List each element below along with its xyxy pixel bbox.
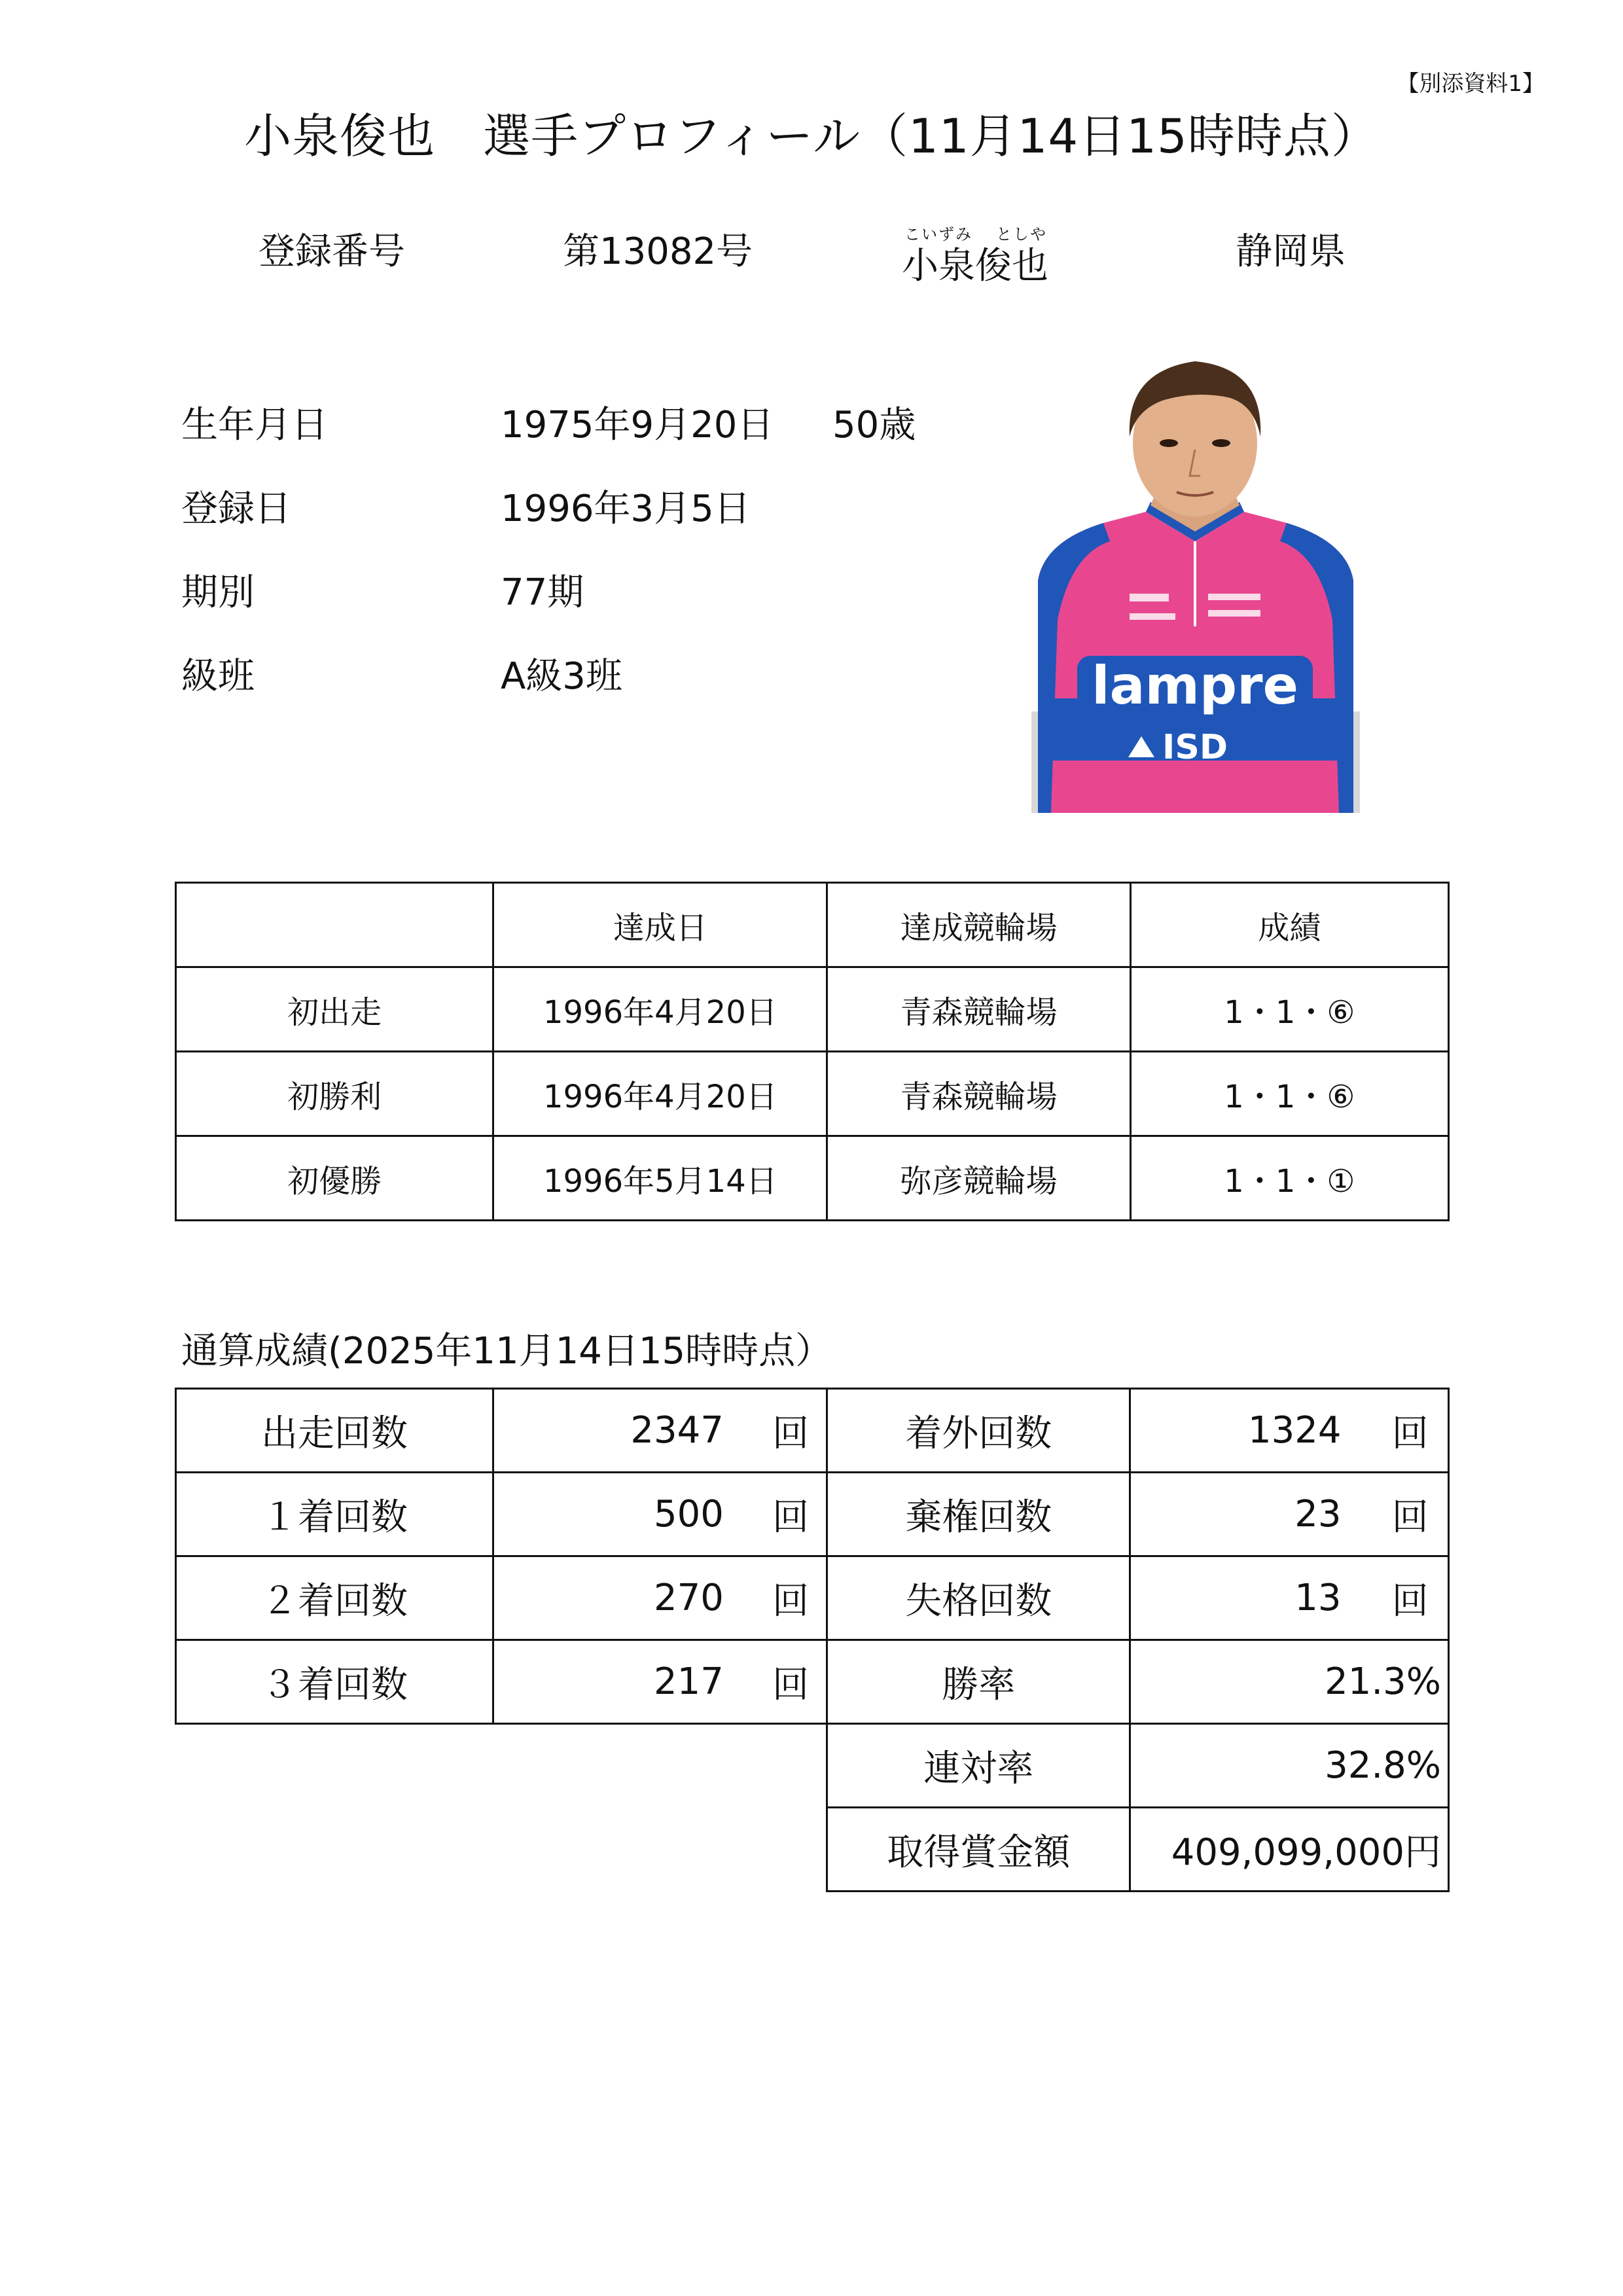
stat-unit: 回 — [755, 1640, 827, 1724]
blank-cell — [176, 1724, 827, 1808]
stat-value: 13 — [1130, 1556, 1373, 1640]
milestone-venue: 弥彦競輪場 — [827, 1136, 1130, 1221]
class-value: A級3班 — [501, 655, 622, 698]
stat-unit: 回 — [755, 1389, 827, 1473]
registration-date-value: 1996年3月5日 — [501, 488, 751, 530]
table-row — [176, 1724, 1449, 1808]
milestone-venue: 青森競輪場 — [827, 1052, 1130, 1136]
milestone-venue: 青森競輪場 — [827, 967, 1130, 1052]
table-row — [176, 1556, 1449, 1640]
milestone-label: 初優勝 — [176, 1136, 493, 1221]
header-cell-empty — [176, 883, 493, 967]
table-row — [176, 1473, 1449, 1556]
stat-label: 勝率 — [827, 1640, 1130, 1724]
stat-unit: 回 — [755, 1473, 827, 1556]
stat-value: 23 — [1130, 1473, 1373, 1556]
stat-value: 409,099,000円 — [1130, 1808, 1449, 1892]
stat-label: ３着回数 — [176, 1640, 493, 1724]
stat-value: 500 — [493, 1473, 755, 1556]
milestone-label: 初出走 — [176, 967, 493, 1052]
stat-unit: 回 — [1373, 1473, 1449, 1556]
registration-number-label: 登録番号 — [259, 230, 405, 273]
prefecture: 静岡県 — [1236, 230, 1346, 273]
table-row — [176, 1808, 1449, 1892]
header-cell-result: 成績 — [1130, 883, 1448, 967]
term-value: 77期 — [501, 571, 584, 614]
header-cell-venue: 達成競輪場 — [827, 883, 1130, 967]
milestone-date: 1996年4月20日 — [493, 967, 827, 1052]
stat-label: 取得賞金額 — [827, 1808, 1130, 1892]
table-row — [176, 1389, 1449, 1473]
stat-label: ２着回数 — [176, 1556, 493, 1640]
birthdate-value: 1975年9月20日 — [501, 404, 774, 446]
stat-label: 出走回数 — [176, 1389, 493, 1473]
stat-label: 連対率 — [827, 1724, 1130, 1808]
milestone-result: 1・1・① — [1130, 1136, 1448, 1221]
milestone-label: 初勝利 — [176, 1052, 493, 1136]
stat-label: 棄権回数 — [827, 1473, 1130, 1556]
rider-name: 小泉俊也 — [902, 245, 1048, 287]
milestone-result: 1・1・⑥ — [1130, 1052, 1448, 1136]
age-value: 50歳 — [832, 404, 916, 446]
stat-value: 217 — [493, 1640, 755, 1724]
milestone-date: 1996年5月14日 — [493, 1136, 827, 1221]
registration-number-value: 第13082号 — [563, 230, 753, 273]
name-ruby-family: こいずみ — [904, 225, 972, 243]
class-label: 級班 — [181, 655, 255, 698]
birthdate-label: 生年月日 — [181, 404, 328, 446]
registration-date-label: 登録日 — [181, 488, 291, 530]
table-row — [176, 967, 1449, 1052]
term-label: 期別 — [181, 571, 255, 614]
attachment-label: 【別添資料1】 — [1397, 71, 1544, 97]
milestone-result: 1・1・⑥ — [1130, 967, 1448, 1052]
table-row — [176, 1136, 1449, 1221]
stat-label: １着回数 — [176, 1473, 493, 1556]
name-ruby-given: としや — [996, 225, 1047, 243]
stat-value: 2347 — [493, 1389, 755, 1473]
stat-unit: 回 — [755, 1556, 827, 1640]
stat-value: 270 — [493, 1556, 755, 1640]
jersey-sub-text: ISD — [1162, 728, 1228, 767]
stat-value: 21.3% — [1130, 1640, 1449, 1724]
milestones-table — [175, 882, 1450, 1221]
table-header-row — [176, 883, 1449, 967]
stat-unit: 回 — [1373, 1389, 1449, 1473]
stat-label: 失格回数 — [827, 1556, 1130, 1640]
career-stats-table — [175, 1388, 1450, 1892]
career-section-title: 通算成績(2025年11月14日15時時点） — [181, 1330, 832, 1372]
stat-value: 32.8% — [1130, 1724, 1449, 1808]
blank-cell — [176, 1808, 827, 1892]
table-row — [176, 1052, 1449, 1136]
page-title: 小泉俊也 選手プロフィール（11月14日15時時点） — [244, 109, 1379, 164]
rider-photo — [1031, 345, 1360, 813]
milestone-date: 1996年4月20日 — [493, 1052, 827, 1136]
stat-value: 1324 — [1130, 1389, 1373, 1473]
stat-unit: 回 — [1373, 1556, 1449, 1640]
header-cell-date: 達成日 — [493, 883, 827, 967]
jersey-brand-text: lampre — [1092, 655, 1298, 716]
table-row — [176, 1640, 1449, 1724]
stat-label: 着外回数 — [827, 1389, 1130, 1473]
